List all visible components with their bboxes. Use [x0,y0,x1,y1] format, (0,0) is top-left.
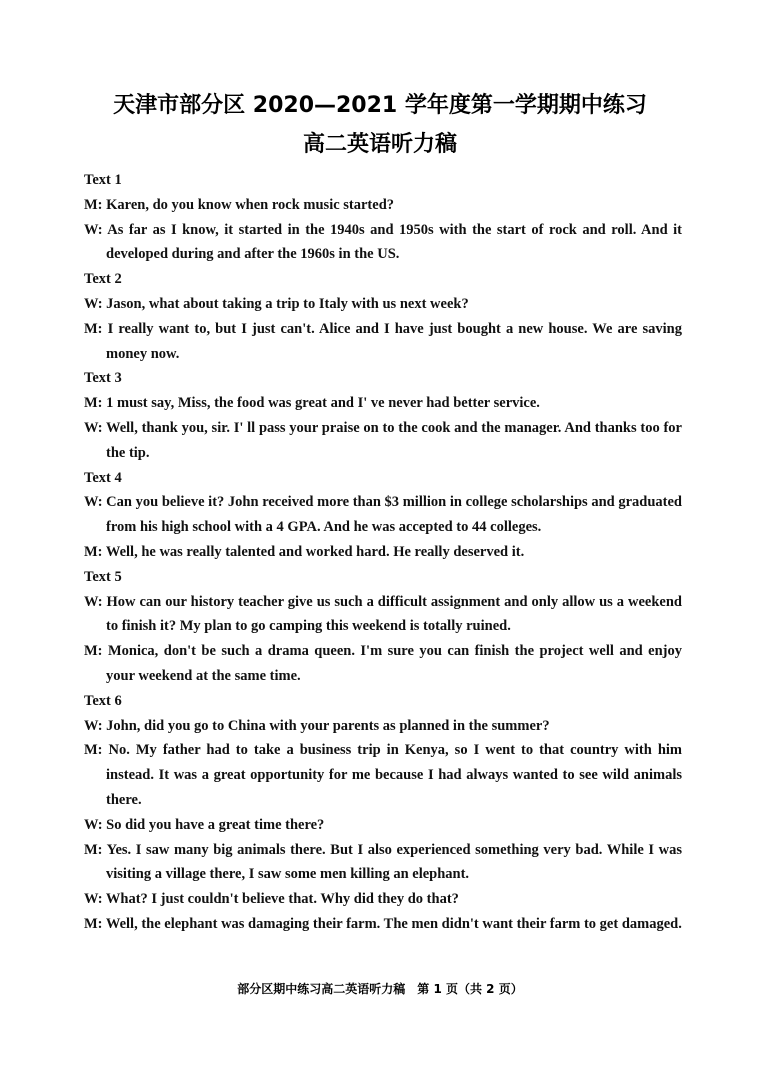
dialogue-line: M: Well, the elephant was damaging their farm. The men didn't want their farm to get damaged. [84,915,682,932]
dialogue-line: W: Can you believe it? John received more than $3 million in college scholarships and graduated from his high school with a 4 GPA. And he was accepted to 44 colleges. [84,494,682,536]
dialogue-line: W: Well, thank you, sir. I' ll pass your praise on to the cook and the manager. And thanks too for the tip. [84,419,682,461]
section-label: Text 4 [84,469,122,486]
dialogue-line: M: I really want to, but I just can't. Alice and I have just bought a new house. We are saving money now. [84,320,682,362]
transcript-body [84,168,682,937]
section-label: Text 1 [84,172,122,188]
document-subtitle: 高二英语听力稿 [302,132,457,157]
dialogue-line: M: 1 must say, Miss, the food was great and I' ve never had better service. [84,395,540,412]
dialogue-line: W: So did you have a great time there? [84,816,325,833]
section-label: Text 6 [84,692,122,709]
dialogue-line: W: As far as I know, it started in the 1940s and 1950s with the start of rock and roll. And it developed during and after the 1960s in the US. [84,221,682,263]
dialogue-line: M: Monica, don't be such a drama queen. I'm sure you can finish the project well and enjoy your weekend at the same time. [84,643,682,684]
dialogue-line: M: Yes. I saw many big animals there. But I also experienced something very bad. While I was visiting a village there, I saw some men killing an elephant. [84,841,682,883]
dialogue-line: W: What? I just couldn't believe that. Why did they do that? [84,891,459,908]
section-label: Text 3 [84,370,122,387]
page-footer: 部分区期中练习高二英语听力稿 第 1 页（共 2 页） [237,982,523,996]
dialogue-line: W: Jason, what about taking a trip to Italy with us next week? [84,295,469,312]
dialogue-line: W: John, did you go to China with your parents as planned in the summer? [84,717,550,734]
dialogue-line: M: Karen, do you know when rock music started? [84,196,395,213]
section-label: Text 2 [84,271,122,288]
document-title: 天津市部分区 2020—2021 学年度第一学期期中练习 [113,93,647,118]
section-label: Text 5 [84,568,122,585]
dialogue-line: M: No. My father had to take a business trip in Kenya, so I went to that country with him instead. It was a great opportunity for me because I had always wanted to see wild animals there. [84,742,682,808]
dialogue-line: M: Well, he was really talented and worked hard. He really deserved it. [84,543,525,560]
dialogue-line: W: How can our history teacher give us such a difficult assignment and only allow us a weekend to finish it? My plan to go camping this weekend is totally ruined. [84,593,682,635]
